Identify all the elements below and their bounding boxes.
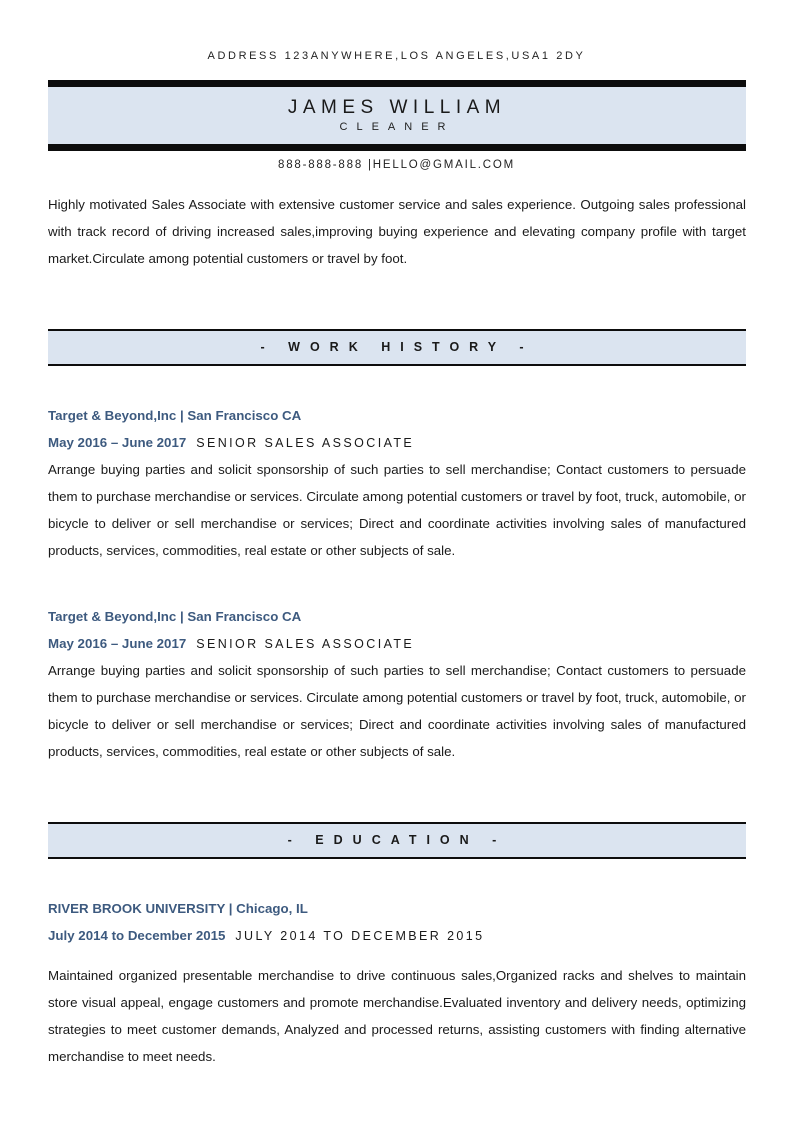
education-entry bbox=[48, 895, 746, 1070]
name-banner bbox=[48, 80, 746, 151]
dates-title-line bbox=[48, 429, 746, 456]
candidate-role: CLEANER bbox=[339, 121, 455, 133]
employment-dates: May 2016 – June 2017 bbox=[48, 636, 187, 651]
address-line: ADDRESS 123ANYWHERE,LOS ANGELES,USA1 2DY bbox=[207, 50, 586, 62]
candidate-name: JAMES WILLIAM bbox=[287, 97, 507, 118]
school-location: RIVER BROOK UNIVERSITY | Chicago, IL bbox=[48, 901, 308, 916]
study-dates: July 2014 to December 2015 bbox=[48, 928, 226, 943]
job-description: Arrange buying parties and solicit sponsorship of such parties to sell merchandise; Contact customers to persuade them to purchase merchandise or services. Circulate among potential customers or travel by foot, truck, automobile, or bicycle to deliver or sell merchandise or services; Direct and coordinate activities involving sales of manufactured products, services, commodities, real estate or other subjects of sale. bbox=[48, 663, 746, 759]
profile-summary: Highly motivated Sales Associate with extensive customer service and sales experience. Outgoing sales professional with track record of driving increased sales,improving buying experience and elevating company profile with target market.Circulate among potential customers or travel by foot. bbox=[48, 197, 746, 266]
work-history-heading: - WORK HISTORY - bbox=[48, 329, 746, 366]
employer-location: Target & Beyond,Inc | San Francisco CA bbox=[48, 408, 302, 423]
work-entry bbox=[48, 603, 746, 765]
job-description: Arrange buying parties and solicit sponsorship of such parties to sell merchandise; Contact customers to persuade them to purchase merchandise or services. Circulate among potential customers or travel by foot, truck, automobile, or bicycle to deliver or sell merchandise or services; Direct and coordinate activities involving sales of manufactured products, services, commodities, real estate or other subjects of sale. bbox=[48, 462, 746, 558]
study-period: JULY 2014 TO DECEMBER 2015 bbox=[235, 929, 485, 943]
employment-dates: May 2016 – June 2017 bbox=[48, 435, 187, 450]
dates-title-line bbox=[48, 630, 746, 657]
employer-location: Target & Beyond,Inc | San Francisco CA bbox=[48, 609, 302, 624]
work-entry bbox=[48, 402, 746, 564]
job-title: SENIOR SALES ASSOCIATE bbox=[196, 637, 415, 651]
contact-line: 888-888-888 |HELLO@GMAIL.COM bbox=[278, 159, 515, 171]
dates-title-line bbox=[48, 922, 746, 949]
education-description: Maintained organized presentable merchandise to drive continuous sales,Organized racks and shelves to maintain store visual appeal, engage customers and promote merchandise.Evaluated inventory and delivery needs, optimizing strategies to meet customer demands, Analyzed and processed returns, assisting customers with finding alternative merchandise to meet needs. bbox=[48, 968, 746, 1064]
education-heading: - EDUCATION - bbox=[48, 822, 746, 859]
job-title: SENIOR SALES ASSOCIATE bbox=[196, 436, 415, 450]
